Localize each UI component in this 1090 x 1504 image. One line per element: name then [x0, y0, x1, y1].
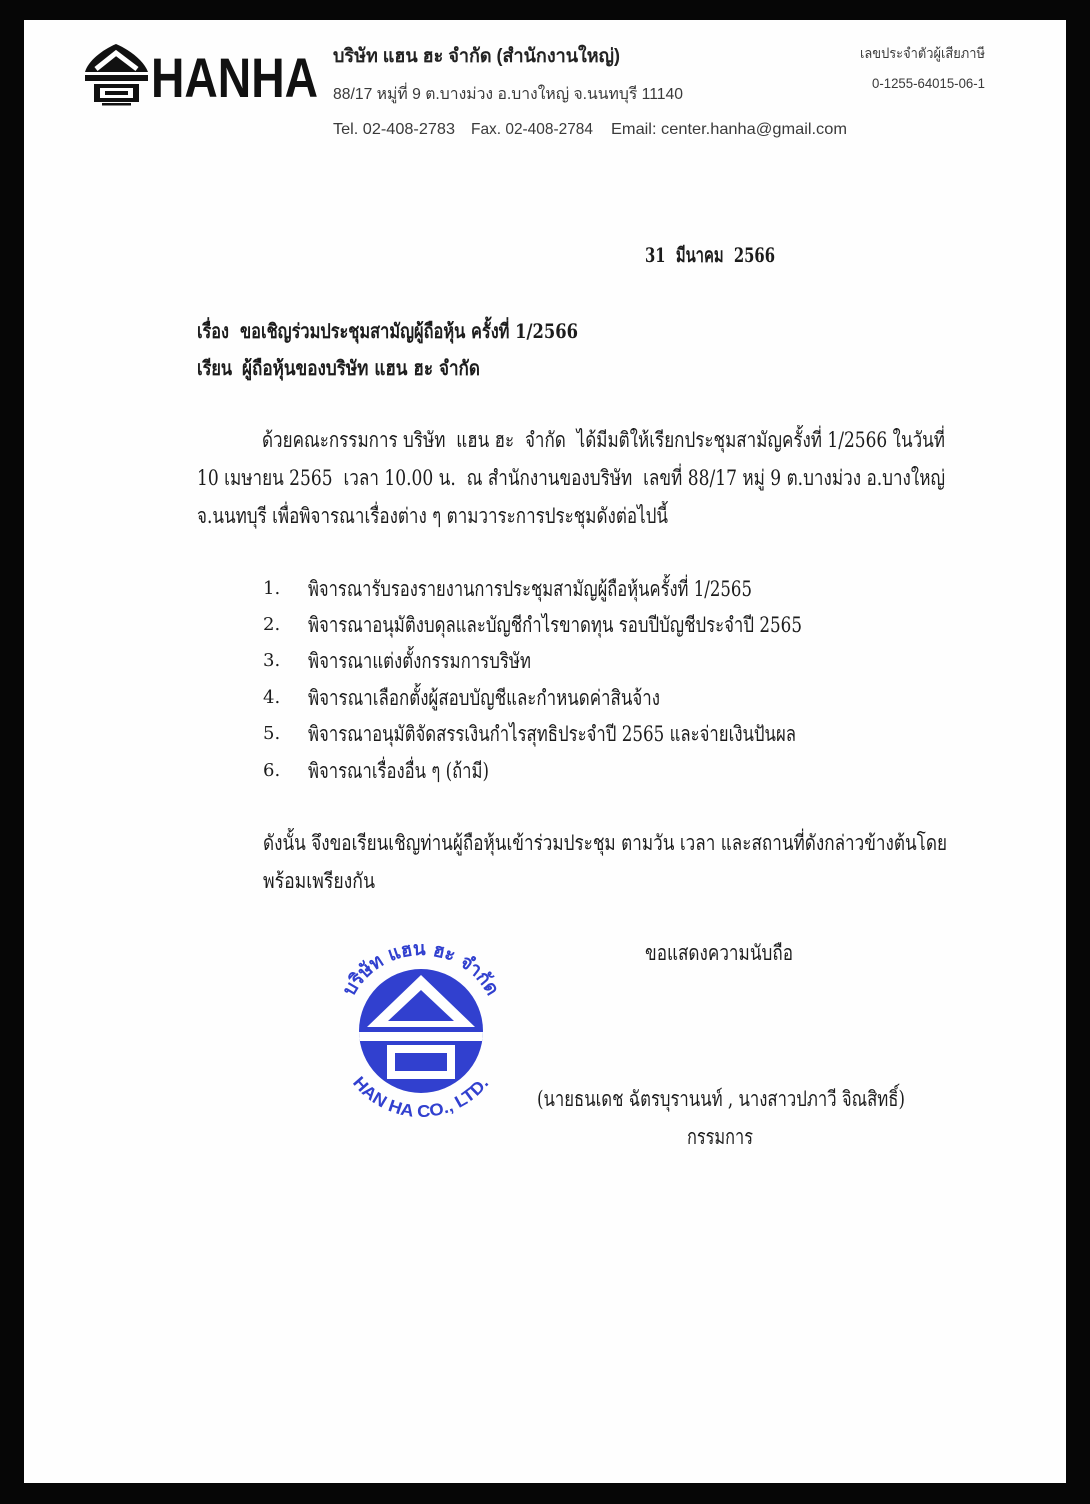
intro-line: ด้วยคณะกรรมการ บริษัท แฮน ฮะ จำกัด ได้มีมติให้เรียกประชุมสามัญครั้งที่ 1/2566 ในวันที่ — [262, 428, 945, 452]
seal-thai-name: บริษัท แฮน ฮะ จำกัด — [338, 937, 504, 1000]
agenda-number: 1. — [263, 578, 281, 599]
company-fax: Fax. 02-408-2784 — [471, 121, 594, 138]
logo-wordmark: HANHA — [151, 46, 318, 109]
logo-box-inner-bar — [105, 91, 128, 95]
salutation-text: ผู้ถือหุ้นของบริษัท แฮน ฮะ จำกัด — [242, 356, 480, 380]
agenda-item: พิจารณาเลือกตั้งผู้สอบบัญชีและกำหนดค่าสินจ้าง — [308, 686, 661, 710]
agenda-item: พิจารณาอนุมัติงบดุลและบัญชีกำไรขาดทุน รอบปีบัญชีประจำปี 2565 — [308, 613, 803, 637]
agenda-item: พิจารณาเรื่องอื่น ๆ (ถ้ามี) — [308, 759, 489, 783]
logo-base-line — [102, 103, 131, 106]
signatory-names: (นายธนเดช ฉัตรบุรานนท์ , นางสาวปภาวี จิณสิทธิ์) — [537, 1087, 905, 1111]
seal-english-name: HAN HA CO., LTD. — [349, 1072, 493, 1122]
company-email: Email: center.hanha@gmail.com — [611, 121, 847, 138]
agenda-item: พิจารณารับรองรายงานการประชุมสามัญผู้ถือหุ้นครั้งที่ 1/2565 — [308, 577, 753, 601]
company-address: 88/17 หมู่ที่ 9 ต.บางม่วง อ.บางใหญ่ จ.นนทบุรี 11140 — [333, 86, 684, 103]
intro-line: 10 เมษายน 2565 เวลา 10.00 น. ณ สำนักงานของบริษัท เลขที่ 88/17 หมู่ 9 ต.บางม่วง อ.บางใหญ่ — [197, 466, 946, 490]
letter-page — [24, 20, 1066, 1483]
closing-line: พร้อมเพรียงกัน — [263, 869, 376, 893]
company-logo — [84, 40, 324, 110]
agenda-number: 3. — [263, 650, 281, 671]
agenda-number: 2. — [263, 614, 281, 635]
agenda-item: พิจารณาอนุมัติจัดสรรเงินกำไรสุทธิประจำปี 2565 และจ่ายเงินปันผล — [308, 722, 797, 746]
agenda-number: 4. — [263, 687, 281, 708]
complimentary-close: ขอแสดงความนับถือ — [645, 941, 793, 965]
logo-bar — [85, 75, 148, 81]
seal-bar — [351, 1032, 491, 1041]
hanha-roof-icon — [85, 44, 148, 106]
tax-id-number: 0-1255-64015-06-1 — [872, 75, 985, 91]
letter-date: 31 มีนาคม 2566 — [645, 243, 775, 267]
company-name: บริษัท แฮน ฮะ จำกัด (สำนักงานใหญ่) — [333, 46, 620, 67]
salutation-label: เรียน — [197, 356, 232, 380]
subject-text: ขอเชิญร่วมประชุมสามัญผู้ถือหุ้น ครั้งที่ 1/2566 — [240, 319, 579, 343]
logo-roof-shape — [85, 44, 148, 72]
company-seal — [321, 935, 521, 1135]
closing-line: ดังนั้น จึงขอเรียนเชิญท่านผู้ถือหุ้นเข้าร่วมประชุม ตามวัน เวลา และสถานที่ดังกล่าวข้างต้นโดย — [263, 831, 947, 855]
company-telephone: Tel. 02-408-2783 — [333, 121, 456, 138]
tax-id-label: เลขประจำตัวผู้เสียภาษี — [860, 45, 985, 61]
agenda-item: พิจารณาแต่งตั้งกรรมการบริษัท — [308, 649, 531, 673]
signatory-title: กรรมการ — [687, 1125, 753, 1149]
agenda-number: 6. — [263, 760, 281, 781]
subject-label: เรื่อง — [197, 319, 229, 343]
agenda-number: 5. — [263, 723, 281, 744]
intro-line: จ.นนทบุรี เพื่อพิจารณาเรื่องต่าง ๆ ตามวาระการประชุมดังต่อไปนี้ — [197, 504, 669, 528]
seal-logo-icon — [351, 969, 491, 1093]
